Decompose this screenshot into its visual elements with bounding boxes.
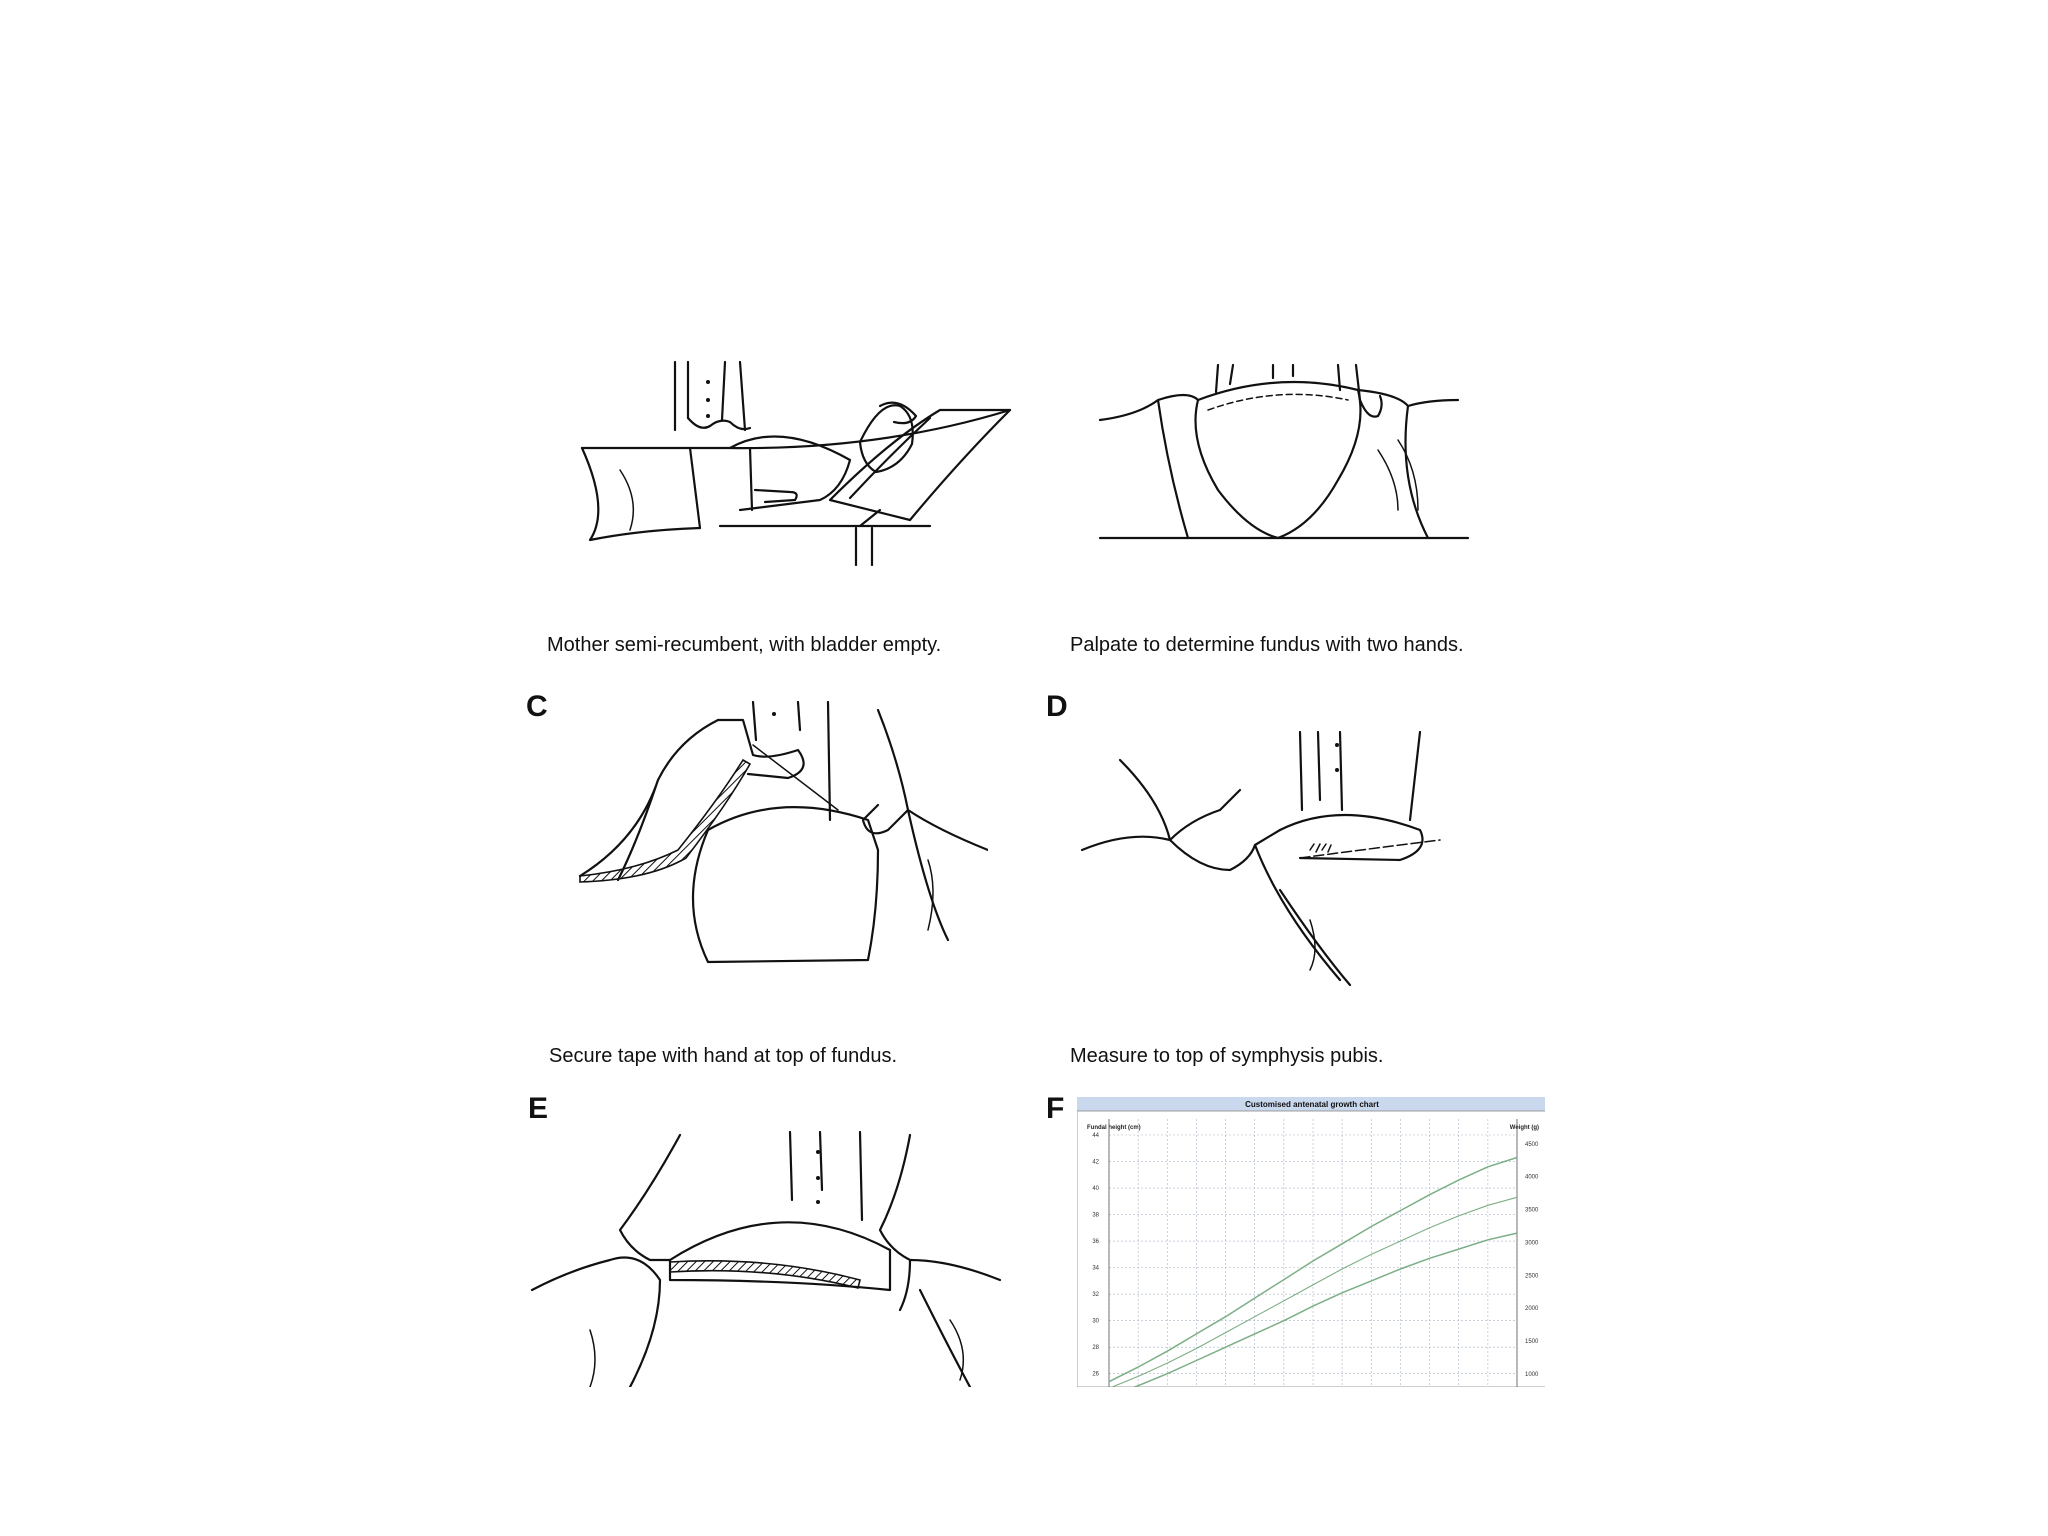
panel-letter-f: F: [1046, 1092, 1065, 1125]
panel-letter-e: E: [528, 1092, 549, 1125]
illustration-a-mother-semi-recumbent: [580, 360, 1020, 570]
chart-y-tick-label: 28: [1092, 1345, 1099, 1352]
chart-y2-tick-label: 1500: [1525, 1339, 1539, 1345]
chart-y-tick-label: 42: [1092, 1159, 1099, 1166]
panel-letter-d: D: [1046, 690, 1068, 723]
illustration-c-secure-tape: [578, 700, 988, 970]
illustration-b-palpate-fundus: [1098, 360, 1478, 560]
chart-y-tick-label: 26: [1092, 1371, 1099, 1378]
chart-y-tick-label: 32: [1092, 1292, 1099, 1299]
chart-y2-tick-label: 4000: [1525, 1174, 1539, 1181]
chart-y-tick-label: 30: [1092, 1318, 1099, 1325]
chart-y2-tick-label: 1000: [1525, 1371, 1539, 1378]
chart-y2-tick-label: 3500: [1525, 1207, 1539, 1214]
chart-y2-tick-label: 2500: [1525, 1273, 1539, 1280]
illustration-d-measure-symphysis: [1080, 730, 1450, 990]
chart-title: Customised antenatal growth chart: [1245, 1100, 1379, 1109]
growth-chart-svg: [1077, 1097, 1545, 1387]
chart-y-axis-label: Fundal height (cm): [1087, 1125, 1141, 1131]
growth-chart: [1077, 1097, 1545, 1387]
chart-y-tick-label: 34: [1092, 1265, 1099, 1272]
chart-y-tick-label: 44: [1092, 1133, 1099, 1139]
caption-b: Palpate to determine fundus with two hands.: [1070, 634, 1464, 656]
chart-y2-tick-label: 4500: [1525, 1141, 1539, 1148]
caption-c: Secure tape with hand at top of fundus.: [549, 1045, 898, 1067]
caption-d: Measure to top of symphysis pubis.: [1070, 1045, 1384, 1067]
caption-a: Mother semi-recumbent, with bladder empty.: [547, 634, 942, 656]
panel-letter-c: C: [526, 690, 548, 723]
illustration-e-read-tape: [530, 1130, 1010, 1387]
chart-y-tick-label: 40: [1092, 1186, 1099, 1193]
chart-y2-tick-label: 3000: [1525, 1240, 1539, 1247]
chart-y2-axis-label: Weight (g): [1509, 1125, 1539, 1131]
chart-y-tick-label: 36: [1092, 1239, 1099, 1246]
chart-y-tick-label: 38: [1092, 1212, 1099, 1219]
chart-y2-tick-label: 2000: [1525, 1306, 1539, 1313]
